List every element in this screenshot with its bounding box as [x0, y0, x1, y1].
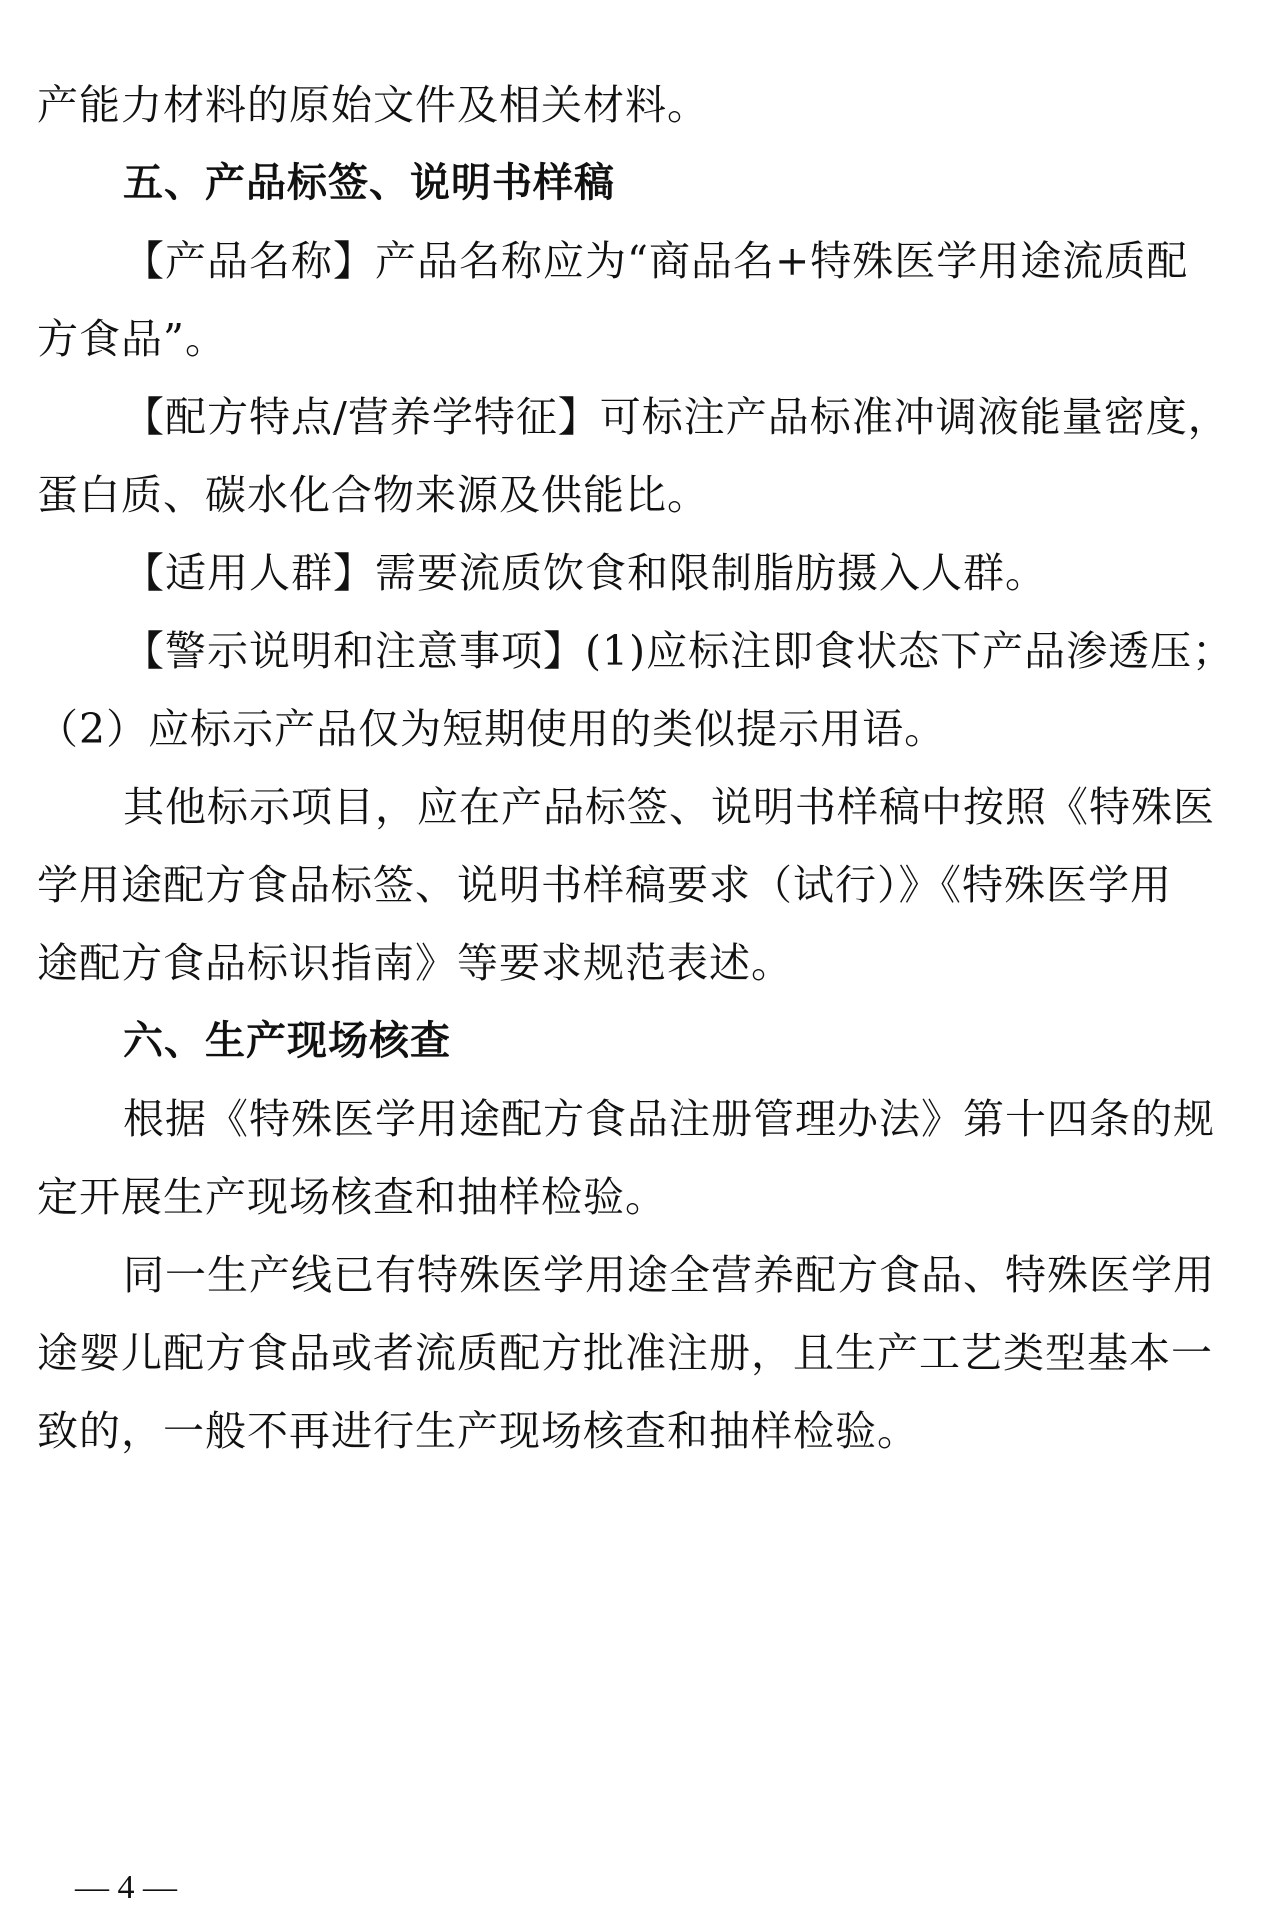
paragraph-line: 途配方食品标识指南》等要求规范表述。 — [37, 939, 793, 987]
paragraph-line: 产能力材料的原始文件及相关材料。 — [37, 81, 709, 129]
paragraph-line: 方食品”。 — [37, 315, 227, 363]
paragraph-line: 其他标示项目，应在产品标签、说明书样稿中按照《特殊医 — [123, 783, 1215, 831]
section-heading-six: 六、生产现场核查 — [123, 1018, 451, 1064]
section-heading-five: 五、产品标签、说明书样稿 — [123, 160, 615, 206]
page-number: — 4 — — [75, 1869, 177, 1906]
paragraph-line: 定开展生产现场核查和抽样检验。 — [37, 1173, 667, 1221]
paragraph-line: 根据《特殊医学用途配方食品注册管理办法》第十四条的规 — [123, 1095, 1215, 1143]
paragraph-line: 致的，一般不再进行生产现场核查和抽样检验。 — [37, 1407, 919, 1455]
paragraph-line: 【警示说明和注意事项】(1)应标注即食状态下产品渗透压； — [123, 627, 1235, 675]
paragraph-line: 【产品名称】产品名称应为“商品名+特殊医学用途流质配 — [123, 237, 1189, 285]
paragraph-line: 同一生产线已有特殊医学用途全营养配方食品、特殊医学用 — [123, 1251, 1215, 1299]
paragraph-line: 蛋白质、碳水化合物来源及供能比。 — [37, 471, 709, 519]
paragraph-line: 【配方特点/营养学特征】可标注产品标准冲调液能量密度， — [123, 393, 1230, 441]
paragraph-line: 学用途配方食品标签、说明书样稿要求（试行）》《特殊医学用 — [37, 861, 1172, 909]
paragraph-line: 途婴儿配方食品或者流质配方批准注册，且生产工艺类型基本一 — [37, 1329, 1213, 1377]
paragraph-line: （2）应标示产品仅为短期使用的类似提示用语。 — [37, 705, 947, 753]
paragraph-line: 【适用人群】需要流质饮食和限制脂肪摄入人群。 — [123, 549, 1047, 597]
